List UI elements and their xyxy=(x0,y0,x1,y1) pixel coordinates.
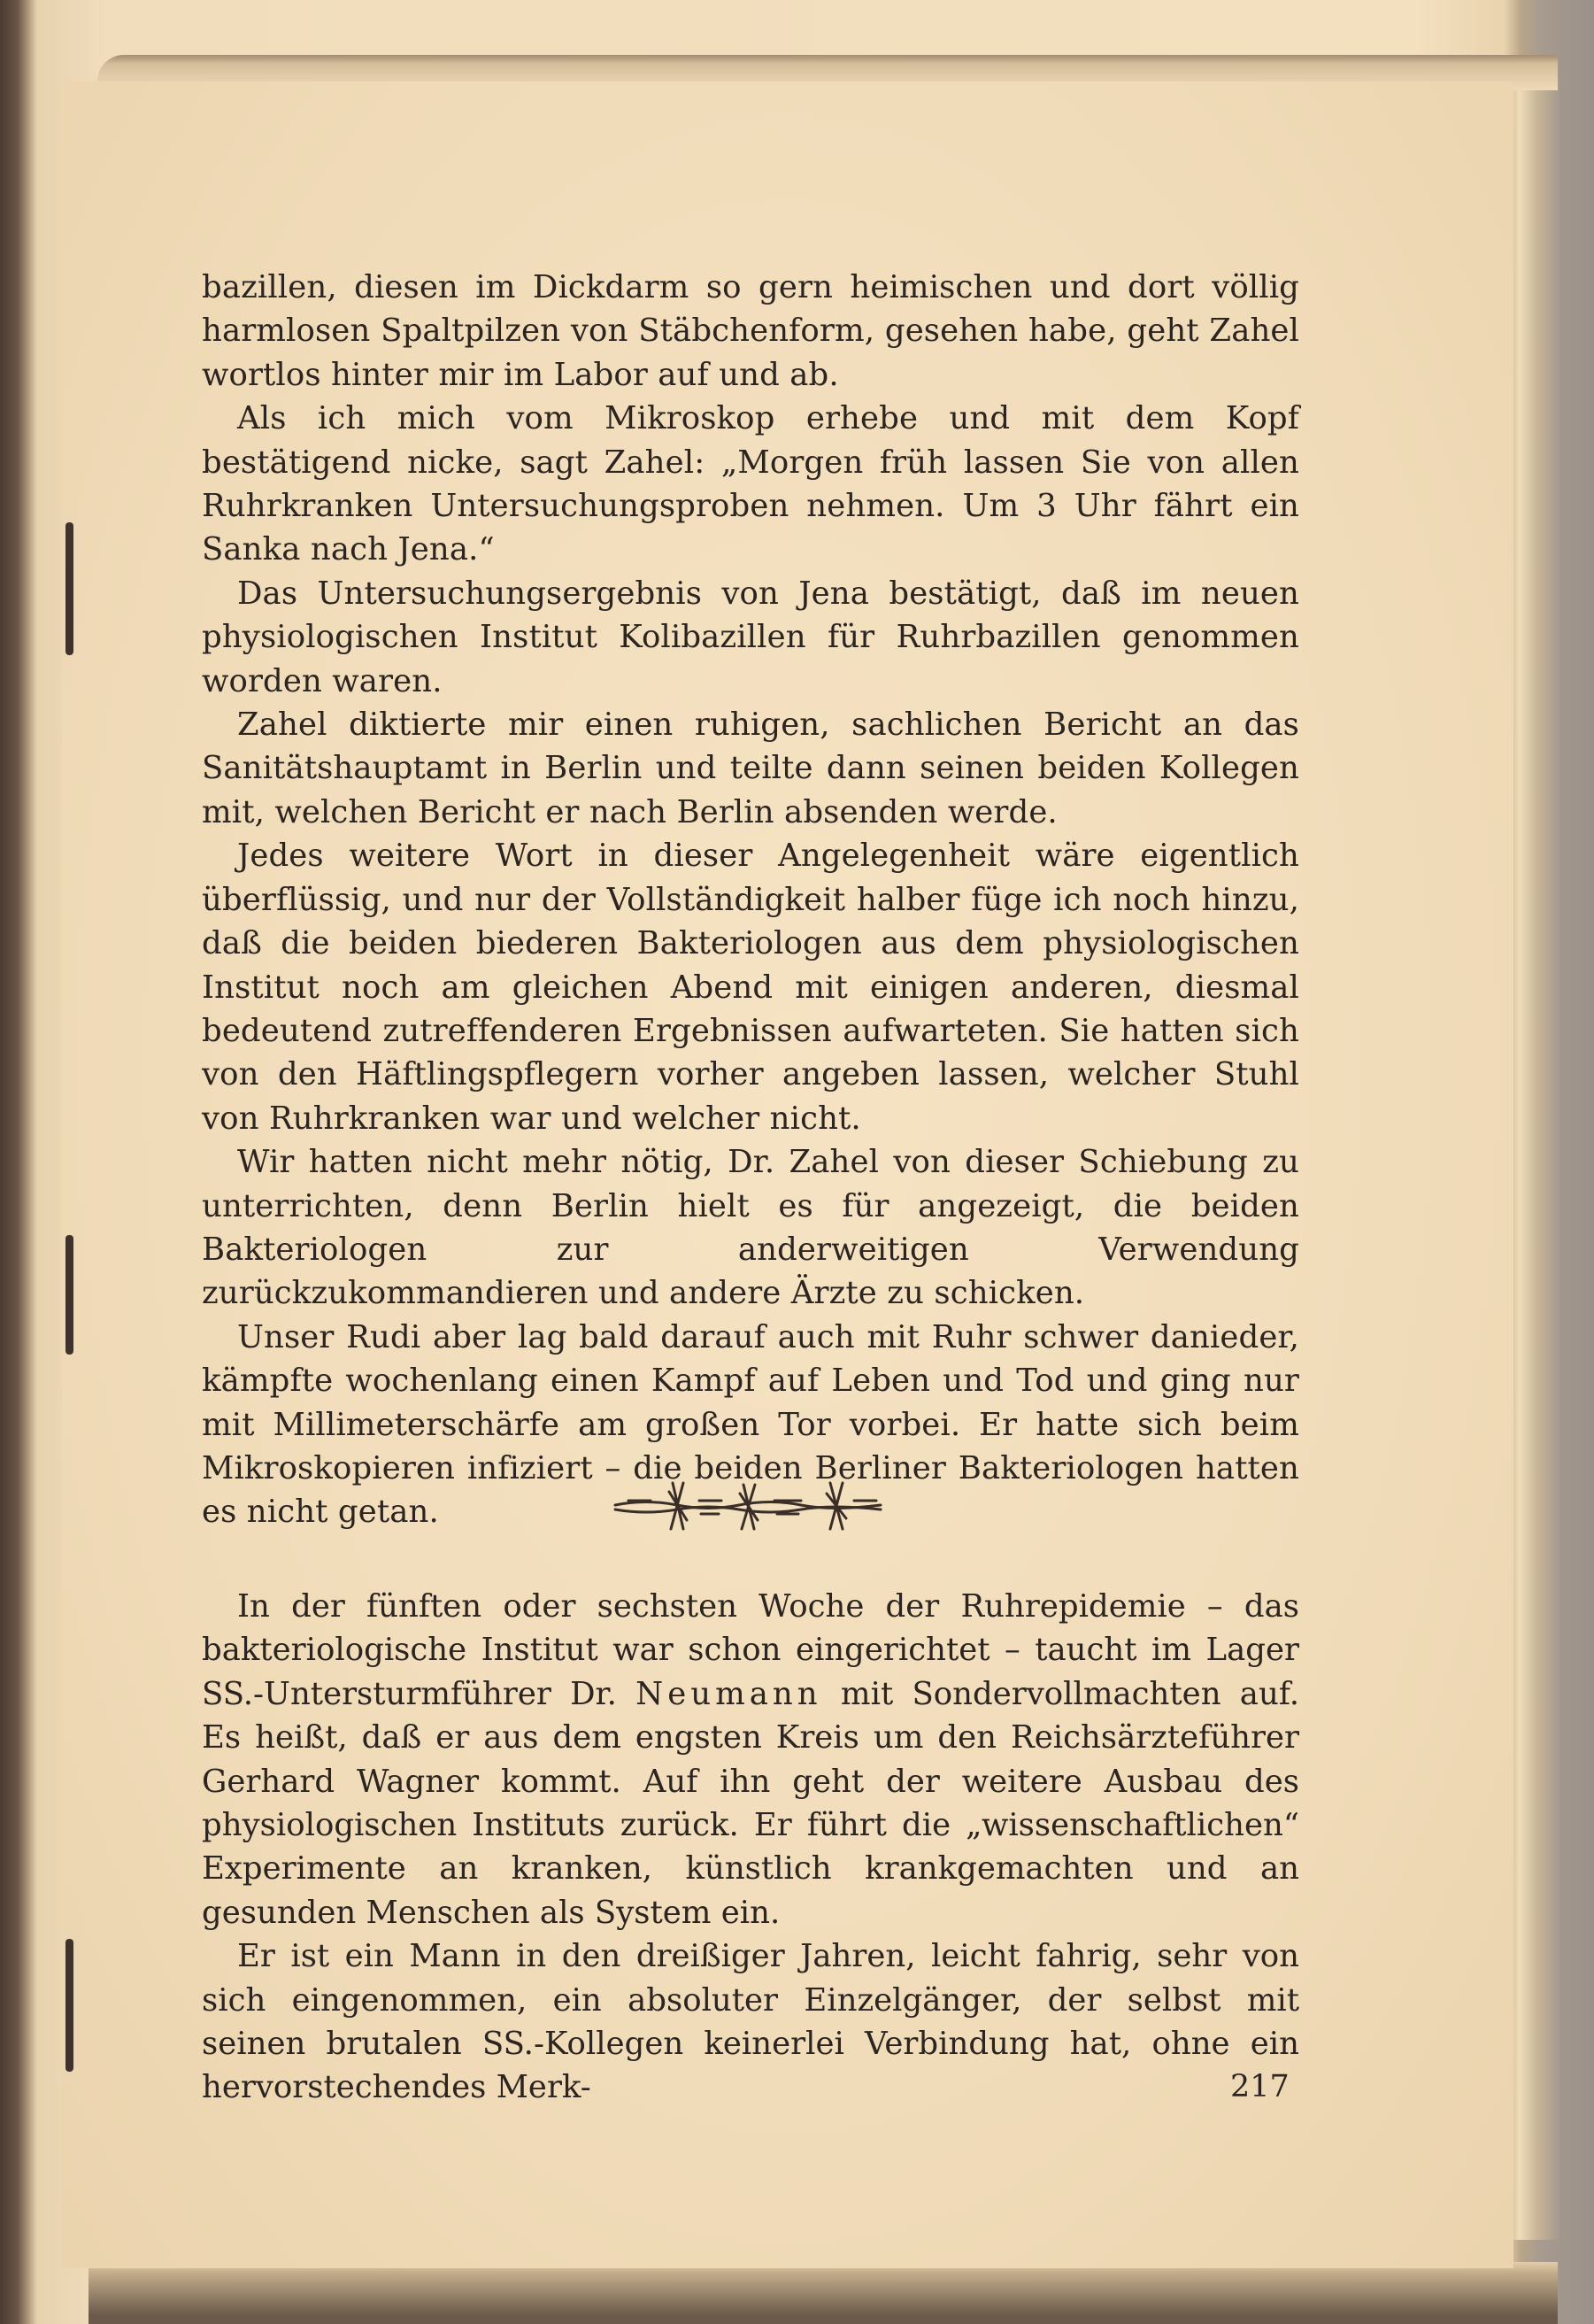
paragraph xyxy=(202,1585,1299,1934)
body-text-lower xyxy=(202,1585,1299,2110)
paragraph: Er ist ein Mann in den dreißiger Jahren, leicht fahrig, sehr von sich eingenommen, ein absoluter Einzelgänger, der selbst mit seinen brutalen SS.-Kollegen keinerlei Verbindung hat, ohne ein hervorstechendes Merk- xyxy=(202,1938,1299,2106)
paragraph: Das Untersuchungsergebnis von Jena bestätigt, daß im neuen physiologischen Institut Kolibazillen für Ruhrbazillen genommen worden waren. xyxy=(202,575,1299,699)
paragraph: bazillen, diesen im Dickdarm so gern heimischen und dort völlig harmlosen Spaltpilzen von Stäbchenform, gesehen habe, geht Zahel wortlos hinter mir im Labor auf und ab. xyxy=(202,269,1299,393)
page-bottom-edge xyxy=(89,2262,1558,2324)
paragraph: Unser Rudi aber lag bald darauf auch mit Ruhr schwer danieder, kämpfte wochenlang einen Kampf auf Leben und Tod und ging nur mit Millimeterschärfe am großen Tor vorbei. Er hatte sich beim Mikroskopieren infiziert – die beiden Berliner Bakteriologen hatten es nicht getan. xyxy=(202,1318,1299,1531)
binding-thread xyxy=(65,1939,73,2072)
page-number: 217 xyxy=(1230,2069,1290,2104)
paragraph: Als ich mich vom Mikroskop erhebe und mit dem Kopf bestätigend nicke, sagt Zahel: „Morgen früh lassen Sie von allen Ruhrkranken Untersuchungsproben nehmen. Um 3 Uhr fährt ein Sanka nach Jena.“ xyxy=(202,400,1299,568)
paragraph: Jedes weitere Wort in dieser Angelegenheit wäre eigentlich überflüssig, und nur der Vollständigkeit halber füge ich noch hinzu, daß die beiden biederen Bakteriologen aus dem physiologischen Institut noch am gleichen Abend mit einigen anderen, diesmal bedeutend zutreffenderen Ergebnissen aufwarteten. Sie hatten sich von den Häftlingspflegern vorher angeben lassen, welcher Stuhl von Ruhrkranken war und welcher nicht. xyxy=(202,838,1299,1137)
text-run: mit Sondervollmachten auf. Es heißt, daß er aus dem engsten Kreis um den Reichsärzteführer Gerhard Wagner kommt. Auf ihn geht der weitere Ausbau des physiologischen Instituts zurück. Er führt die „wissenschaftlichen“ Experimente an kranken, künstlich krankgemachten und an gesunden Menschen als System ein. xyxy=(202,1675,1299,1931)
body-text-upper xyxy=(202,266,1299,1534)
spaced-name: Neumann xyxy=(635,1675,822,1712)
page-stack-edge xyxy=(1509,80,1559,2240)
paragraph: Zahel diktierte mir einen ruhigen, sachlichen Bericht an das Sanitätshauptamt in Berlin und teilte dann seinen beiden Kollegen mit, welchen Bericht er nach Berlin absenden werde. xyxy=(202,706,1299,830)
paragraph: Wir hatten nicht mehr nötig, Dr. Zahel von dieser Schiebung zu unterrichten, denn Berlin hielt es für angezeigt, die beiden Bakteriologen zur anderweitigen Verwendung zurückzukommandieren und andere Ärzte zu schicken. xyxy=(202,1144,1299,1312)
binding-thread xyxy=(65,522,73,655)
binding-thread xyxy=(65,1235,73,1355)
barbed-wire-ornament-icon xyxy=(611,1474,885,1536)
text-run: In der fünften oder sechsten Woche der Ruhrepidemie – das bakteriologische Institut war schon eingerichtet – taucht im Lager SS.-Untersturmführer Dr. xyxy=(202,1588,1299,1712)
